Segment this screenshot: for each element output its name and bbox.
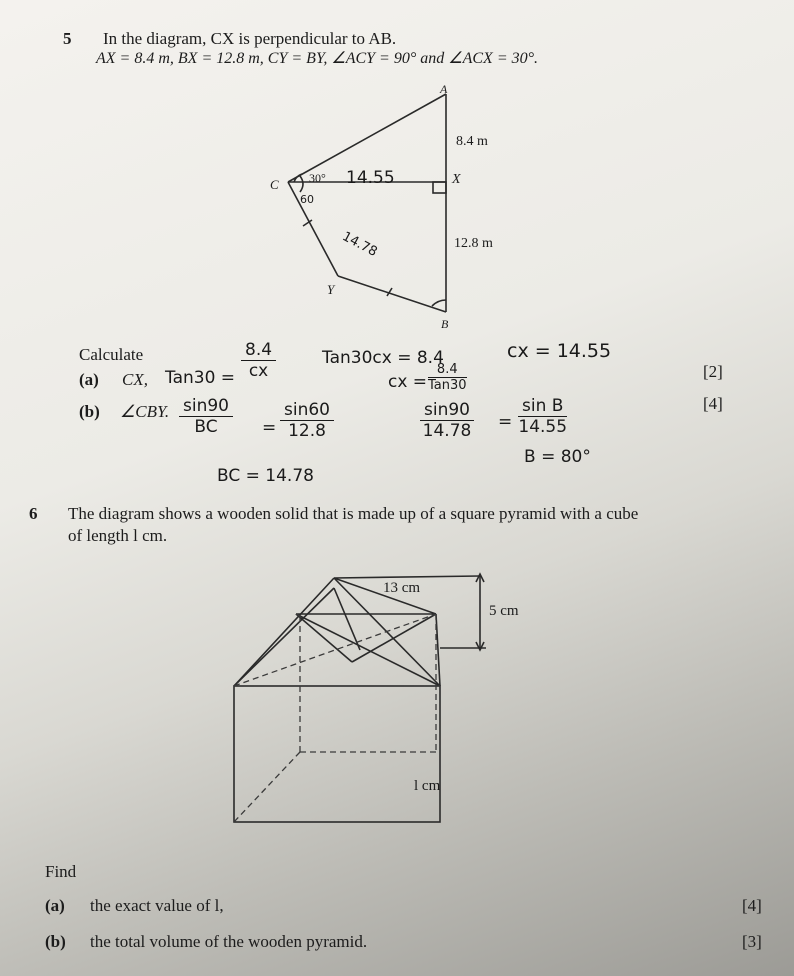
fraction-numerator: 8.4 <box>241 340 276 361</box>
q6-part-b-marks: [3] <box>742 932 762 951</box>
working-equals-1: = <box>262 418 277 438</box>
length-ax: 8.4 m <box>456 134 488 149</box>
label-x: X <box>452 172 461 187</box>
fraction-denominator: Tan30 <box>428 378 467 393</box>
fraction-denominator: 14.55 <box>518 417 568 437</box>
length-5cm: 5 cm <box>489 603 519 619</box>
fraction-numerator: 8.4 <box>428 362 467 378</box>
q5-part-a-marks: [2] <box>703 362 723 381</box>
working-tan30cx: Tan30cx = 8.4 <box>322 348 444 368</box>
question-6-line-1: The diagram shows a wooden solid that is made up of a square pyramid with a cube <box>68 504 639 523</box>
q6-part-a-text: the exact value of l, <box>90 896 224 915</box>
label-c: C <box>270 177 279 192</box>
length-13cm: 13 cm <box>383 580 421 596</box>
q5-part-a-label: (a) <box>79 370 99 389</box>
calculate-heading: Calculate <box>79 345 144 364</box>
fraction-denominator: BC <box>194 417 218 437</box>
question-6-line-2: of length l cm. <box>68 526 168 545</box>
fraction-numerator: sin90 <box>179 396 233 417</box>
working-equals-2: = <box>498 412 513 432</box>
q5-part-a-text: CX, <box>122 370 148 389</box>
fraction-denominator: 12.8 <box>288 421 326 441</box>
fraction-numerator: sin B <box>518 396 567 417</box>
fraction-numerator: sin60 <box>280 400 334 421</box>
q5-part-b-label: (b) <box>79 402 100 421</box>
angle-30-label: 30° <box>309 171 326 185</box>
question-6-number: 6 <box>29 504 38 523</box>
working-bc-result: BC = 14.78 <box>217 466 314 486</box>
working-angle-b-result: B = 80° <box>524 447 591 467</box>
handwritten-60: 60 <box>300 193 314 206</box>
working-tan30: Tan30 = <box>165 368 236 388</box>
q5-part-b-marks: [4] <box>703 394 723 413</box>
working-cx-eq: cx = <box>388 372 428 392</box>
label-y: Y <box>327 282 335 297</box>
fraction-denominator: cx <box>248 361 269 381</box>
question-5-line-2: AX = 8.4 m, BX = 12.8 m, CY = BY, ∠ACY = 90° and ∠ACX = 30°. <box>96 50 539 67</box>
question-5-line-1: In the diagram, CX is perpendicular to AB. <box>103 29 397 48</box>
fraction-denominator: 14.78 <box>422 421 472 441</box>
question-5-number: 5 <box>63 29 72 48</box>
find-heading: Find <box>45 862 77 881</box>
label-b: B <box>441 317 449 331</box>
q6-part-b-label: (b) <box>45 932 66 951</box>
length-l: l cm <box>414 778 441 794</box>
label-a: A <box>440 82 448 96</box>
q6-part-b-text: the total volume of the wooden pyramid. <box>90 932 368 951</box>
length-bx: 12.8 m <box>454 236 493 251</box>
working-cx-result: cx = 14.55 <box>507 340 612 362</box>
fraction-numerator: sin90 <box>420 400 474 421</box>
q5-part-b-text: ∠CBY. <box>120 402 170 421</box>
handwritten-cx-length: 14.55 <box>346 168 395 188</box>
q6-part-a-marks: [4] <box>742 896 762 915</box>
q6-part-a-label: (a) <box>45 896 65 915</box>
handwritten-cy-length: 14.78 <box>339 229 380 260</box>
